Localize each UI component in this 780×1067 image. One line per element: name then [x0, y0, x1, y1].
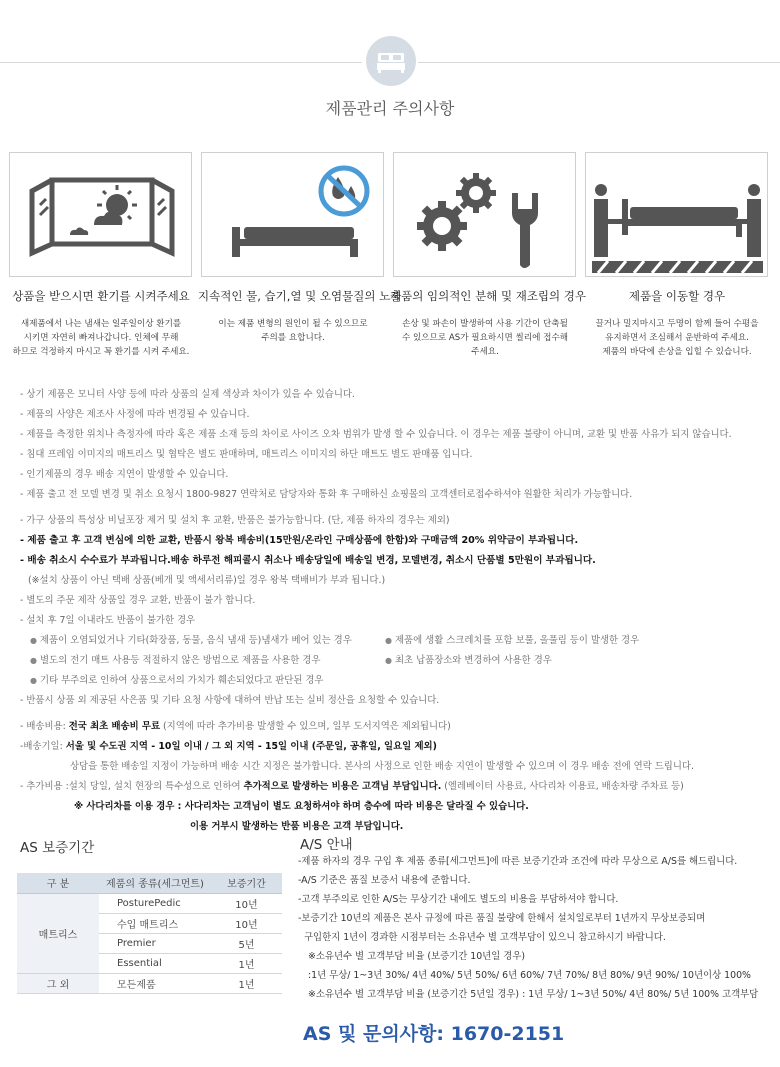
group-cell: 그 외 [17, 973, 99, 993]
gears-wrench-icon [394, 153, 577, 278]
warranty-table [17, 873, 282, 994]
header-divider-right [418, 62, 780, 63]
card-title-moisture: 지속적인 물, 습기,열 및 오염물질의 노출 [198, 289, 402, 303]
period-cell: 10년 [211, 893, 282, 913]
note-item: - 제품 출고 전 모델 변경 및 취소 요청시 1800-9827 연락처로 담당자와 통화 후 구매하신 쇼핑몰의 고객센터로접수하셔야 원활한 처리가 가능합니다. [20, 489, 633, 500]
period-cell: 10년 [211, 913, 282, 933]
shipping-period-note: -배송기일: 서울 및 수도권 지역 - 10일 이내 / 그 외 지역 - 15일 이내 (주문일, 공휴일, 일요일 제외) [20, 741, 437, 752]
window-sun-icon [10, 153, 193, 278]
bullet-icon: ● [30, 676, 37, 685]
as-info-item: ※소유년수 별 고객부담 비율 (보증기간 5년일 경우) : 1년 무상/ 1~3년 50%/ 4년 80%/ 5년 100% 고객부담 [308, 989, 759, 1000]
as-info-item: -보증기간 10년의 제품은 본사 규정에 따른 품질 불량에 한해서 설치일로부터 1년까지 무상보증되며 [298, 913, 706, 924]
note-item: (※설치 상품이 아닌 택배 상품(베개 및 액세서리류)일 경우 왕복 택배비가 부과 됩니다.) [28, 575, 386, 586]
window-sun-panel [9, 152, 192, 277]
segment-cell: 모든제품 [99, 973, 211, 993]
warranty-title: AS 보증기간 [20, 840, 95, 856]
exchange-penalty-note: - 제품 출고 후 고객 변심에 의한 교환, 반품시 왕복 배송비(15만원/온라인 구매상품에 한함)와 구매금액 20% 위약금이 부과됩니다. [20, 535, 579, 546]
no-moisture-bed-icon [202, 153, 385, 278]
contact-phone: AS 및 문의사항: 1670-2151 [303, 1023, 565, 1045]
note-item: - 반품시 상품 외 제공된 사은품 및 기타 요청 사항에 대하여 반납 또는 실비 정산을 요청할 수 있습니다. [20, 695, 440, 706]
as-info-list [298, 852, 778, 1004]
bullet-icon: ● [385, 636, 392, 645]
card-desc-disassembly: 손상 및 파손이 발생하여 사용 기간이 단축될 수 있으므로 AS가 필요하시면 씰리에 접수해 주세요. [401, 319, 569, 357]
bullet-icon: ● [30, 636, 37, 645]
table-header: 제품의 종류(세그먼트) [99, 873, 211, 893]
note-item: - 제품을 측정한 위치나 측정자에 따라 혹은 제품 소재 등의 차이로 사이즈 오차 범위가 발생 할 수 있습니다. 이 경우는 제품 불량이 아니며, 교환 및 반품 사유가 되지 않습니다. [20, 429, 732, 440]
return-exception-item: 별도의 전기 매트 사용등 적절하지 않은 방법으로 제품을 사용한 경우 [39, 655, 321, 666]
header-divider-left [0, 62, 362, 63]
segment-cell: Premier [99, 933, 211, 953]
bed-icon [366, 36, 416, 86]
refusal-cost-note: 이용 거부시 발생하는 반품 비용은 고객 부담입니다. [190, 821, 404, 832]
return-exception-row [20, 671, 770, 691]
note-item: - 제품의 사양은 제조사 사정에 따라 변경될 수 있습니다. [20, 409, 250, 420]
note-item: - 인기제품의 경우 배송 지연이 발생할 수 있습니다. [20, 469, 229, 480]
segment-cell: Essential [99, 953, 211, 973]
return-exception-row [20, 631, 770, 651]
as-info-item: ※소유년수 별 고객부담 비율 (보증기간 10년일 경우) [308, 951, 526, 962]
table-row [17, 973, 282, 993]
moving-bed-panel [585, 152, 768, 277]
return-exception-row [20, 651, 770, 671]
return-exception-item: 제품이 오염되었거나 기타(화장품, 동물, 음식 냄새 등)냄새가 베어 있는 경우 [39, 635, 352, 646]
return-exception-item: 제품에 생활 스크레치를 포함 보풀, 올풀림 등이 발생한 경우 [394, 635, 640, 646]
card-desc-moisture: 이는 제품 변형의 원인이 될 수 있으므로 주의를 요합니다. [218, 319, 368, 343]
no-moisture-panel [201, 152, 384, 277]
table-header: 보증기간 [211, 873, 282, 893]
notice-list [20, 385, 770, 837]
as-info-title: A/S 안내 [300, 837, 353, 853]
period-cell: 1년 [211, 973, 282, 993]
moving-bed-icon [586, 153, 769, 278]
as-info-item: :1년 무상/ 1~3년 30%/ 4년 40%/ 5년 50%/ 6년 60%/ 7년 70%/ 8년 80%/ 9년 90%/ 10년이상 100% [308, 970, 751, 981]
shipping-fee-note: - 배송비용: 전국 최초 배송비 무료 (지역에 따라 추가비용 발생할 수 있으며, 일부 도서지역은 제외됩니다) [20, 721, 451, 732]
segment-cell: 수입 매트리스 [99, 913, 211, 933]
note-item: - 설치 후 7일 이내라도 반품이 불가한 경우 [20, 615, 196, 626]
group-cell: 매트리스 [17, 893, 99, 973]
note-item: - 가구 상품의 특성상 비닐포장 제거 및 설치 후 교환, 반품은 불가능합니다. (단, 제품 하자의 경우는 제외) [20, 515, 450, 526]
shipping-period-detail: 상담을 통한 배송일 지정이 가능하며 배송 시간 지정은 불가합니다. 본사의 사정으로 인한 배송 지연이 발생할 수 있으며 이 경우 배송 전에 연락 드립니다. [70, 761, 694, 772]
bullet-icon: ● [385, 656, 392, 665]
return-exception-item: 최초 납품장소와 변경하여 사용한 경우 [394, 655, 552, 666]
card-title-moving: 제품을 이동할 경우 [628, 289, 726, 303]
segment-cell: PosturePedic [99, 893, 211, 913]
as-info-item: -A/S 기준은 품질 보증서 내용에 준합니다. [298, 875, 471, 886]
as-info-item: 구입한지 1년이 경과한 시점부터는 소유년수 별 고객부담이 있으니 참고하시기 바랍니다. [304, 932, 666, 943]
card-title-ventilate: 상품을 받으시면 환기를 시켜주세요 [12, 289, 190, 303]
card-desc-ventilate: 새제품에서 나는 냄새는 일주일이상 환기를 시키면 자연히 빠져나갑니다. 인체에 무해 하므로 걱정하지 마시고 꼭 환기를 시켜 주세요. [12, 319, 190, 357]
bullet-icon: ● [30, 656, 37, 665]
page-title: 제품관리 주의사항 [325, 99, 455, 118]
card-desc-moving: 끌거나 밀지마시고 두명이 함께 들어 수평을 유지하면서 조심해서 운반하여 주세요. 제품의 바닥에 손상을 입힐 수 있습니다. [595, 319, 759, 357]
gears-panel [393, 152, 576, 277]
period-cell: 5년 [211, 933, 282, 953]
period-cell: 1년 [211, 953, 282, 973]
card-title-disassembly: 제품의 임의적인 분해 및 재조립의 경우 [390, 289, 587, 303]
note-item: - 상기 제품은 모니터 사양 등에 따라 상품의 실제 색상과 차이가 있을 수 있습니다. [20, 389, 355, 400]
note-item: - 침대 프레임 이미지의 매트리스 및 협탁은 별도 판매하며, 매트리스 이미지의 하단 매트도 별도 판매품 입니다. [20, 449, 473, 460]
table-row [17, 893, 282, 913]
return-exception-item: 기타 부주의로 인하여 상품으로서의 가치가 훼손되었다고 판단된 경우 [39, 675, 324, 686]
extra-cost-note: - 추가비용 :설치 당일, 설치 현장의 특수성으로 인하여 추가적으로 발생하는 비용은 고객님 부담입니다. (엘레베이터 사용료, 사다리차 이용료, 배송차량 주차료 등) [20, 781, 684, 792]
ladder-truck-note: ※ 사다리차를 이용 경우 : 사다리차는 고객님이 별도 요청하셔야 하며 층수에 따라 비용은 달라질 수 있습니다. [74, 801, 529, 812]
table-header: 구 분 [17, 873, 99, 893]
as-info-item: -제품 하자의 경우 구입 후 제품 종류[세그먼트]에 따른 보증기간과 조건에 따라 무상으로 A/S를 해드립니다. [298, 856, 738, 867]
cancel-fee-note: - 배송 취소시 수수료가 부과됩니다.배송 하루전 해피콜시 취소나 배송당일에 배송일 변경, 모델변경, 취소시 단품별 5만원이 부과됩니다. [20, 555, 596, 566]
as-info-item: -고객 부주의로 인한 A/S는 무상기간 내에도 별도의 비용을 부담하셔야 합니다. [298, 894, 619, 905]
note-item: - 별도의 주문 제작 상품일 경우 교환, 반품이 불가 합니다. [20, 595, 256, 606]
